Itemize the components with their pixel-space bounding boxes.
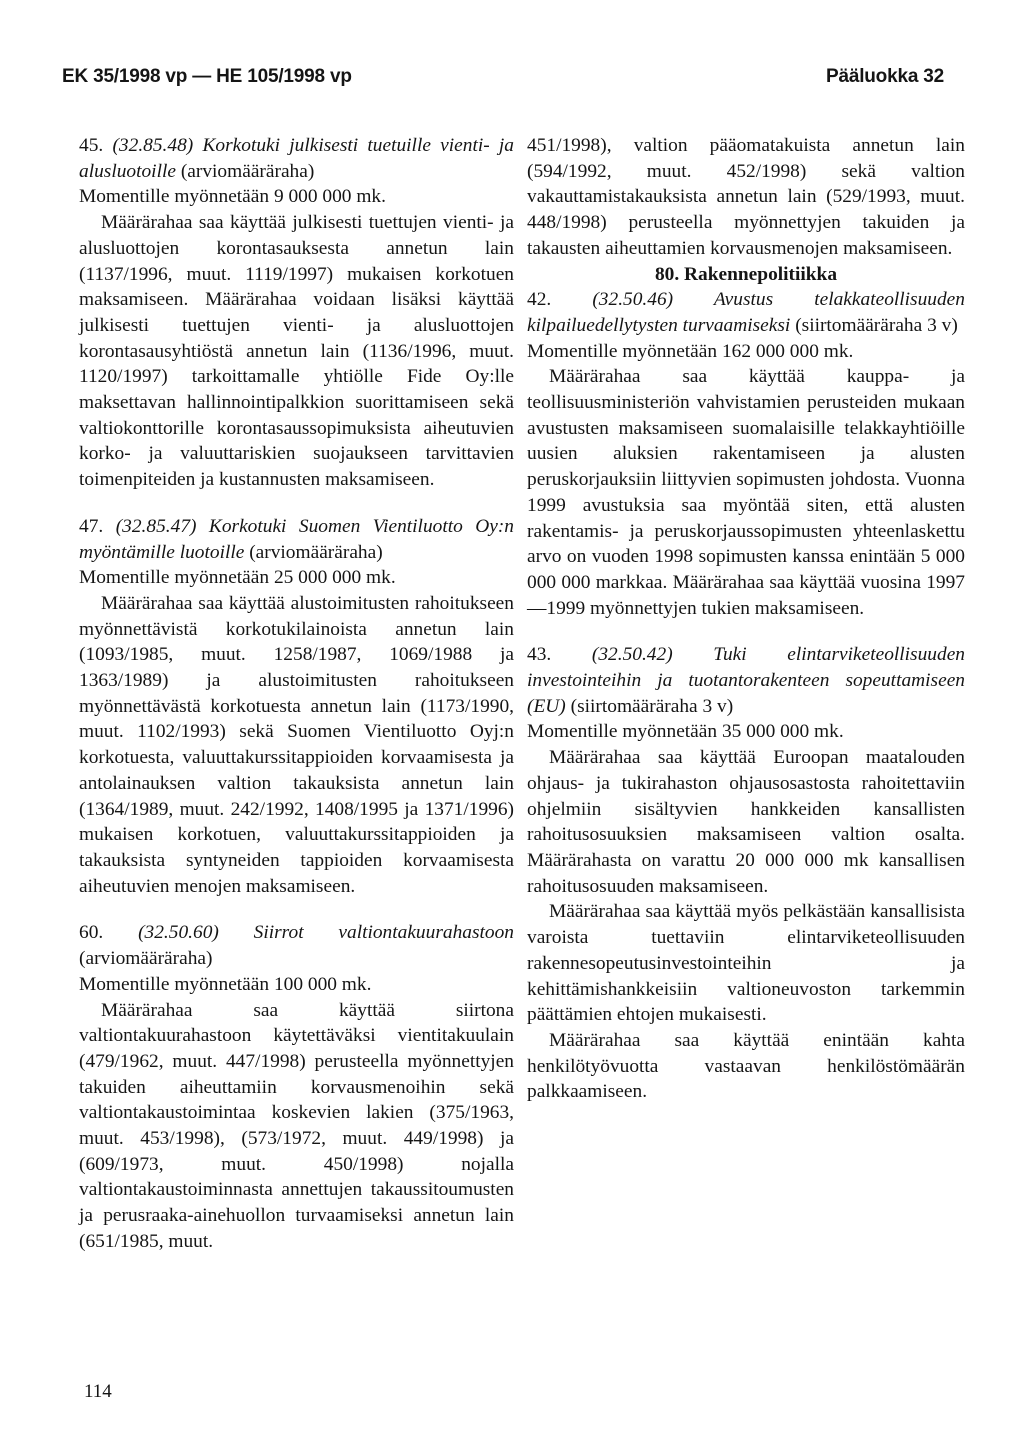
item-47-amount: Momentille myönnetään 25 000 000 mk. (79, 567, 396, 589)
item-47-text: Määrärahaa saa käyttää alustoimitusten rahoitukseen myönnettävistä korkotukilainoista annetun lain (1093/1985, muut. 1258/1987, 1069/1988 ja 1363/1989) ja alustoimitusten rahoitukseen myönnettävästä korkotuesta annetun lain (1173/1990, muut. 1102/1993) sekä Suomen Vientiluotto Oyj:n korkotuesta, valuuttakurssitappioiden korvaamisesta ja antolainauksen valtion takauksista annetun lain (1364/1989, muut. 242/1992, 1408/1995 ja 1371/1996) mukaisen korkotuen, valuuttakurssitappioiden ja takauksista syntyneiden tappioiden korvaamisesta aiheutuvien menojen maksamiseen. (79, 592, 514, 897)
item-45 (79, 133, 514, 493)
item-60-text: Määrärahaa saa käyttää siirtona valtiontakuurahastoon käytettäväksi vientitakuulain (479/1962, muut. 447/1998) perusteella myönnettyjen takuiden aiheuttamiin korvausmenoihin sekä valtiontakaustoimintaa koskevien lakien (375/1963, muut. 453/1998), (573/1972, muut. 449/1998) ja (609/1973, muut. 450/1998) nojalla valtiontakaustoiminnasta annettujen takaussitoumusten ja perusraaka-ainehuollon turvaamiseksi annetun lain (651/1985, muut. (79, 999, 514, 1252)
item-60-amount: Momentille myönnetään 100 000 mk. (79, 973, 372, 995)
right-column (527, 133, 965, 1105)
item-60-title: (32.50.60) Siirrot valtiontakuurahastoon (138, 922, 514, 944)
item-43-title: (32.50.42) Tuki elintarviketeollisuuden investointeihin ja tuotantorakenteen sopeuttamiseen (EU) (527, 644, 965, 717)
item-47 (79, 514, 514, 900)
item-43-text-1: Määrärahaa saa käyttää Euroopan maatalouden ohjaus- ja tukirahaston ohjausosastosta rahoitettaviin ohjelmiin sisältyvien hankkeiden kansallisten rahoitusosuuksien maksamiseen valtion osalta. Määrärahasta on varattu 20 000 000 mk kansallisen rahoitusosuuden maksamiseen. (527, 747, 965, 897)
item-42-amount: Momentille myönnetään 162 000 000 mk. (527, 340, 854, 362)
item-43-amount: Momentille myönnetään 35 000 000 mk. (527, 721, 844, 743)
item-60-type: (arviomääräraha) (79, 948, 213, 970)
header-document-reference: EK 35/1998 vp — HE 105/1998 vp (62, 66, 352, 87)
item-42 (527, 287, 965, 621)
item-47-type: (arviomääräraha) (249, 541, 383, 563)
item-45-type: (arviomääräraha) (180, 160, 315, 182)
section-heading: 80. Rakennepolitiikka (654, 263, 838, 285)
continuation-text: 451/1998), valtion pääomatakuista annetun lain (594/1992, muut. 452/1998) sekä valtion vakauttamistakauksista annetun lain (529/1993, muut. 448/1998) perusteella myönnettyjen takuiden ja takausten aiheuttamien korvausmenojen maksamiseen. (527, 135, 965, 259)
item-45-text: Määrärahaa saa käyttää julkisesti tuettujen vienti- ja alusluottojen korontasauksesta annetun lain (1137/1996, muut. 1119/1997) mukaisen korkotuen maksamiseen. Määrärahaa voidaan lisäksi käyttää julkisesti tuettujen vienti- ja alusluottojen korontasausyhtiöstä annetun lain (1136/1996, muut. 1120/1997) tarkoittamalle yhtiölle Fide Oy:lle maksettavan hallinnointipalkkion suorittamiseen sekä valtiokonttorille korontasaussopimuksista aiheutuvien korko- ja valuuttariskien suojaukseen tarvittavien toimenpiteiden ja kustannusten maksamiseen. (79, 212, 514, 491)
item-45-number: 45. (79, 135, 104, 156)
item-43-type: (siirtomääräraha 3 v) (570, 695, 734, 717)
item-42-title: (32.50.46) Avustus telakkateollisuuden kilpailuedellytysten turvaamiseksi (527, 289, 965, 336)
item-60-number: 60. (79, 922, 104, 944)
left-column (79, 133, 514, 1255)
item-42-text: Määrärahaa saa käyttää kauppa- ja teollisuusministeriön vahvistamien perusteiden mukaan avustusten maksamiseen suomalaisille telakkayhtiöille uusien aluksien rakentamiseen ja alusten peruskorjauksiin liittyvien sopimusten johdosta. Vuonna 1999 avustuksia saa myöntää siten, että alusten rakentamis- ja peruskorjaussopimusten yhteenlaskettu arvo on vuoden 1998 sopimusten kanssa enintään 5 000 000 000 markkaa. Määrärahaa saa käyttää vuosina 1997—1999 myönnettyjen tukien maksamiseen. (527, 366, 965, 619)
item-60 (79, 920, 514, 1254)
item-43-text-2: Määrärahaa saa käyttää myös pelkästään kansallisista varoista tuettaviin elintarviketeollisuuden rakennesopeutusinvestointeihin ja kehittämishankkeisiin valtioneuvoston tarkemmin päättämien ehtojen mukaisesti. (527, 901, 965, 1026)
item-43-text-3: Määrärahaa saa käyttää enintään kahta henkilötyövuotta vastaavan henkilöstömäärän palkkaamiseen. (527, 1029, 965, 1103)
item-42-number: 42. (527, 289, 552, 311)
item-47-number: 47. (79, 515, 104, 537)
header-main-class: Pääluokka 32 (825, 66, 944, 87)
item-45-amount: Momentille myönnetään 9 000 000 mk. (79, 186, 386, 208)
item-43-number: 43. (527, 644, 552, 666)
item-45-title: (32.85.48) Korkotuki julkisesti tuetuille vienti- ja alusluotoille (79, 135, 514, 182)
item-42-type: (siirtomääräraha 3 v) (795, 314, 958, 336)
page-number: 114 (84, 1381, 112, 1402)
item-47-title: (32.85.47) Korkotuki Suomen Vientiluotto Oy:n myöntämille luotoille (79, 515, 514, 563)
item-43 (527, 642, 965, 1105)
